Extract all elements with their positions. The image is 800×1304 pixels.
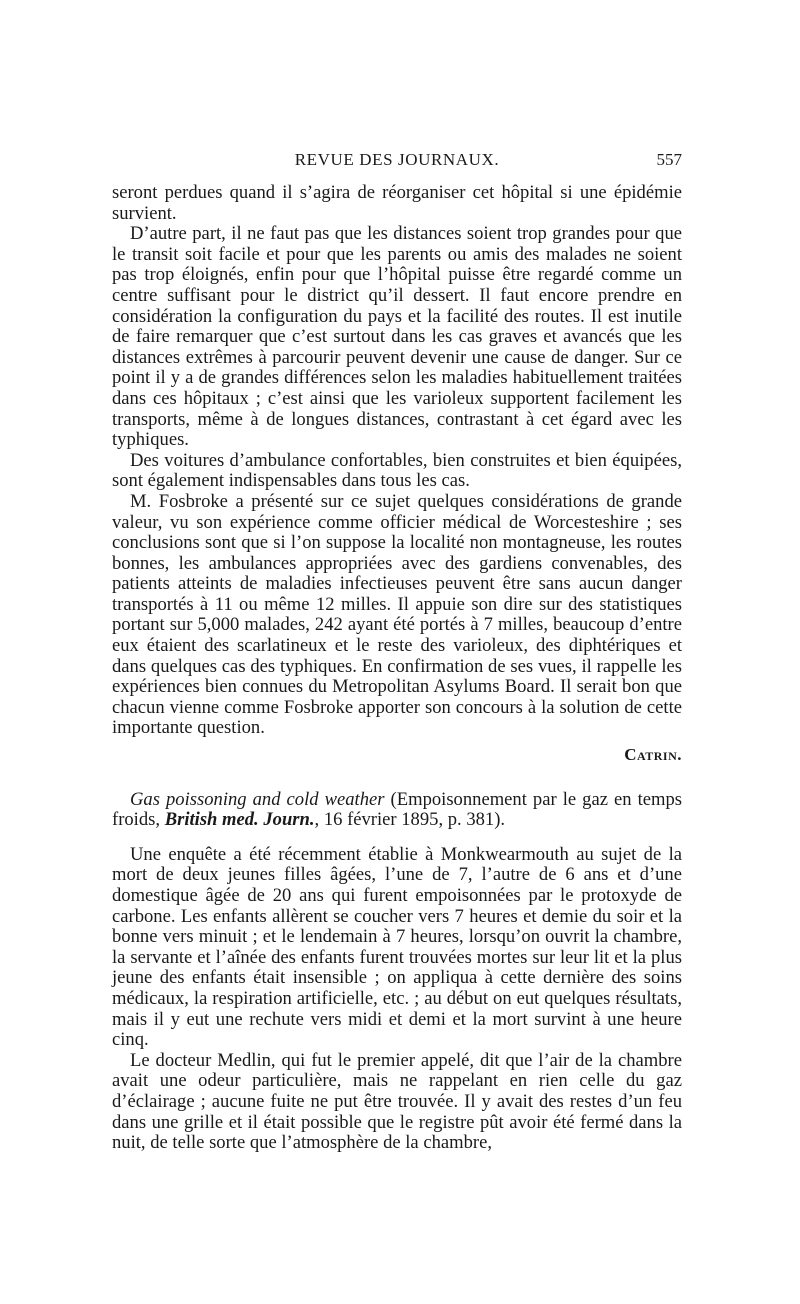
paragraph: M. Fosbroke a présenté sur ce sujet quelques considérations de grande valeur, vu son expérience comme officier médical de Worcesteshire ; ses conclusions sont que si l’on suppose la localité non montagneuse, les routes bonnes, les ambulances appropriées avec des gardiens convenables, des patients atteints de maladies infectieuses peuvent être sans aucun danger transportés à 11 ou même 12 milles. Il appuie son dire sur des statistiques portant sur 5,000 malades, 242 ayant été portés à 7 milles, beaucoup d’entre eux étaient des scarlatineux et le reste des varioleux, des diphtériques et dans quelques cas des typhiques. En confirmation de ses vues, il rappelle les expériences bien connues du Metropolitan Asylums Board. Il serait bon que chacun vienne comme Fosbroke apporter son concours à la solution de cette importante question. — [112, 490, 682, 739]
paragraph: Le docteur Medlin, qui fut le premier appelé, dit que l’air de la chambre avait une odeur particulière, mais ne rappelant en rien celle du gaz d’éclairage ; aucune fuite ne put être trouvée. Il y avait des restes d’un feu dans une grille et il était possible que le registre pût avoir été fermé dans la nuit, de telle sorte que l’atmosphère de la chambre, — [112, 1049, 682, 1154]
paragraph: D’autre part, il ne faut pas que les distances soient trop grandes pour que le transit soit facile et pour que les parents ou amis des malades ne soient pas trop éloignés, enfin pour que l’hôpital puisse être regardé comme un centre suffisant pour le district qu’il dessert. Il faut encore prendre en considération la configuration du pays et la facilité des routes. Il est inutile de faire remarquer que c’est surtout dans les cas graves et avancés que les distances extrêmes à parcourir peuvent devenir une cause de danger. Sur ce point il y a de grandes différences selon les maladies habituellement traitées dans ces hôpitaux ; c’est ainsi que les varioleux supportent facilement les transports, même à de longues distances, contrastant à cet égard avec les typhiques. — [112, 223, 682, 451]
page-header — [112, 150, 682, 176]
journal-name: British med. Journ. — [164, 809, 315, 831]
section-spacer — [112, 766, 682, 790]
article-title: Gas poissoning and cold weather — [130, 788, 385, 810]
article-title-translation: (Empoisonnement par le gaz en temps froids, — [112, 788, 682, 831]
page-number: 557 — [656, 150, 682, 169]
paragraph: Une enquête a été récemment établie à Monkwearmouth au sujet de la mort de deux jeunes filles âgées, l’une de 7, l’autre de 6 ans et d’une domestique âgée de 20 ans qui furent empoisonnées par le protoxyde de carbone. Les enfants allèrent se coucher vers 7 heures et demie du soir et la bonne vers minuit ; et le lendemain à 7 heures, lorsqu’on ouvrit la chambre, la servante et l’aînée des enfants furent trouvées mortes sur leur lit et la plus jeune des enfants était insensible ; on appliqua à cette dernière des soins médicaux, la respiration artificielle, etc. ; au début on eut quelques résultats, mais il y eut une rechute vers midi et demi et la mort survint à une heure cinq. — [112, 843, 682, 1051]
article-reference — [112, 790, 682, 831]
running-head: REVUE DES JOURNAUX. — [294, 150, 500, 169]
journal-date: , 16 février 1895, p. 381). — [314, 809, 506, 831]
paragraph: Des voitures d’ambulance confortables, bien construites et bien équipées, sont également indispensables dans tous les cas. — [112, 449, 682, 492]
paragraph: seront perdues quand il s’agira de réorganiser cet hôpital si une épidémie survient. — [112, 182, 682, 224]
author-signature: Catrin. — [624, 745, 682, 765]
article-body — [112, 183, 682, 1154]
